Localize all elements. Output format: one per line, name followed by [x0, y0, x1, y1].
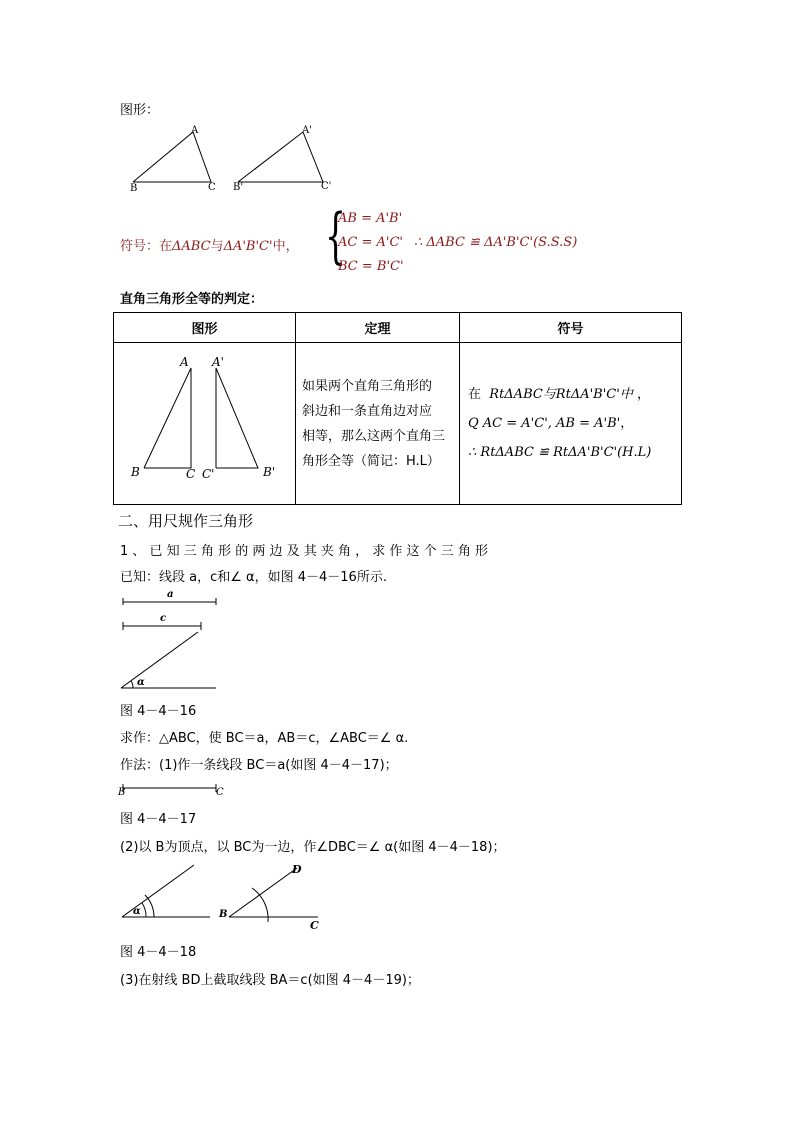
- tri2-label-b: B': [233, 182, 244, 193]
- hl-heading: 直角三角形全等的判定：: [120, 292, 264, 307]
- fig17-caption: 图 4－4－17: [120, 812, 197, 827]
- step2-text: (2)以 B为顶点，以 BC为一边，作∠DBC＝∠ α(如图 4－4－18)；: [120, 840, 506, 855]
- left-brace: {: [325, 201, 347, 271]
- symbol-mid: 中，: [272, 239, 299, 254]
- hl-rt-pair: RtΔABC与RtΔA'B'C'中: [489, 387, 633, 402]
- theorem-line: 相等，那么这两个直角三: [302, 428, 446, 444]
- cell-symbol: [460, 343, 682, 505]
- symbol-prefix: 符号：在: [120, 239, 173, 254]
- fig17-label-c: C: [216, 787, 224, 798]
- symbol-tri1: ΔABC: [172, 239, 211, 254]
- tri1-label-a: A: [191, 125, 199, 136]
- rt1-label-c: C: [186, 467, 196, 481]
- rt1-label-a: A: [180, 355, 189, 369]
- tri1-label-b: B: [130, 183, 138, 194]
- rt2-label-b: B': [263, 465, 276, 479]
- fig18-alpha: α: [133, 906, 141, 917]
- hl-comma1: ，: [636, 387, 650, 402]
- section2-title: 二、用尺规作三角形: [118, 512, 254, 530]
- hl-in: 在: [468, 387, 482, 402]
- fig18-label-b: B: [219, 909, 228, 920]
- cond-ac: AC = A'C': [338, 235, 403, 250]
- theorem-line: 角形全等（简记：H.L）: [302, 453, 440, 469]
- problem-line2: 已知：线段 a，c和∠ α，如图 4－4－16所示.: [120, 570, 387, 585]
- theorem-line: 如果两个直角三角形的: [302, 378, 433, 394]
- header-theorem: 定理: [296, 313, 460, 343]
- fig17-label-b: B: [118, 787, 126, 798]
- step3-text: (3)在射线 BD上截取线段 BA＝c(如图 4－4－19)；: [120, 973, 420, 988]
- alpha-label: α: [137, 677, 145, 688]
- therefore-sss: ∴ ΔABC ≌ ΔA'B'C'(S.S.S): [414, 235, 578, 250]
- fig16-caption: 图 4－4－16: [120, 704, 197, 719]
- rt2-label-c: C': [202, 467, 215, 481]
- header-symbol: 符号: [460, 313, 682, 343]
- tri2-label-a: A': [302, 125, 312, 136]
- figure-label: 图形：: [120, 103, 160, 118]
- symbol-line: [120, 235, 299, 254]
- hl-conditions: Q AC = A'C', AB = A'B': [468, 416, 621, 431]
- goal-text: 求作：△ABC，使 BC＝a，AB＝c，∠ABC＝∠ α.: [120, 731, 409, 746]
- fig-4-4-16: [120, 590, 230, 690]
- header-figure: 图形: [114, 313, 296, 343]
- fig18-caption: 图 4－4－18: [120, 945, 197, 960]
- tri2-label-c: C': [321, 181, 332, 192]
- cond-ab: AB = A'B': [338, 211, 403, 226]
- seg-a-label: a: [167, 589, 174, 600]
- symbol-and: 与: [210, 239, 224, 254]
- theorem-line: 斜边和一条直角边对应: [302, 403, 433, 419]
- hl-conclusion: ∴ RtΔABC ≌ RtΔA'B'C'(H.L): [468, 445, 652, 460]
- problem-line1: 1 、 已 知 三 角 形 的 两 边 及 其 夹 角 ， 求 作 这 个 三 角 形: [120, 544, 489, 559]
- tri1-label-c: C: [208, 182, 216, 193]
- cell-theorem: [296, 343, 460, 505]
- step1-text: 作法：(1)作一条线段 BC＝a(如图 4－4－17)；: [120, 758, 398, 773]
- cond-bc: BC = B'C': [338, 259, 404, 274]
- rt2-label-a: A': [212, 355, 224, 369]
- fig-4-4-17: [120, 780, 230, 800]
- symbol-tri2: ΔA'B'C': [223, 239, 273, 254]
- fig18-label-c: C: [310, 919, 319, 932]
- seg-c-label: c: [160, 613, 167, 624]
- fig18-label-d: D: [292, 863, 302, 876]
- hl-comma2: ，: [620, 416, 634, 431]
- hl-symbol-line2: [468, 409, 681, 438]
- rt1-label-b: B: [131, 465, 140, 479]
- hl-symbol-line1: [468, 380, 681, 409]
